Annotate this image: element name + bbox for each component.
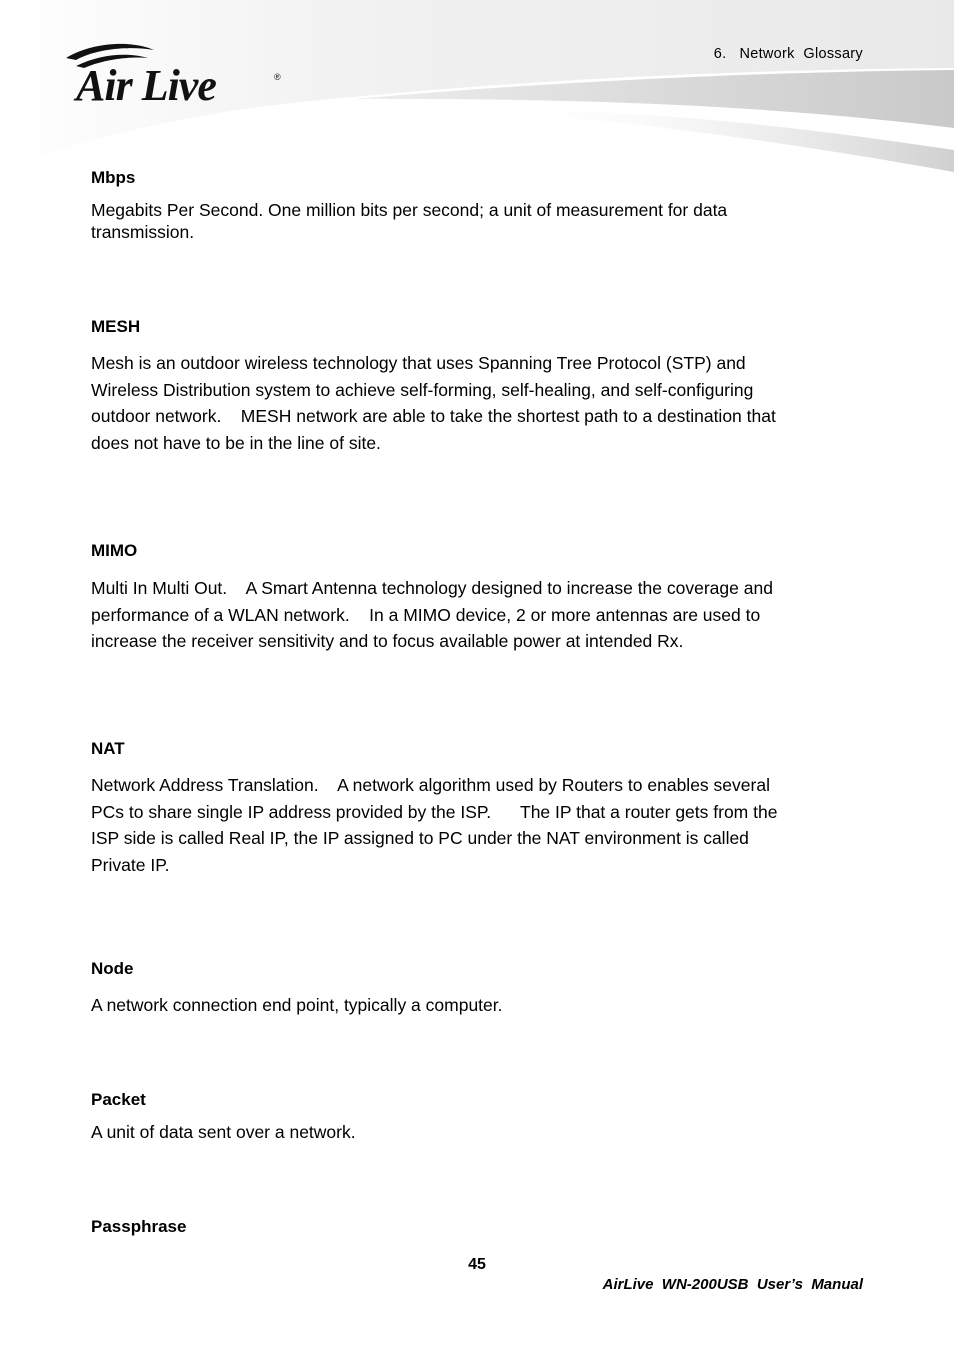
term-node: Node — [91, 959, 134, 978]
definition-node: A network connection end point, typically a computer. — [91, 995, 503, 1015]
term-mimo: MIMO — [91, 541, 138, 560]
term-packet: Packet — [91, 1090, 146, 1109]
definition-mbps: Megabits Per Second. One million bits per second; a unit of measurement for data transmission. — [91, 200, 728, 242]
definition-packet: A unit of data sent over a network. — [91, 1122, 356, 1142]
definition-nat: Network Address Translation. A network algorithm used by Routers to enables several PCs to share single IP address provided by the ISP. The IP that a router gets from the ISP side is called Real IP, the IP assigned to PC under the NAT environment is called Private IP. — [91, 775, 778, 875]
chapter-label: 6. Network Glossary — [713, 46, 863, 62]
manual-title: AirLive WN-200USB User’s Manual — [602, 1276, 863, 1293]
definition-mesh: Mesh is an outdoor wireless technology that uses Spanning Tree Protocol (STP) and Wireless Distribution system to achieve self-forming, self-healing, and self-configuring outdoor network. MESH network are able to take the shortest path to a destination that does not have to be in the line of site. — [91, 353, 776, 453]
term-mesh: MESH — [91, 317, 141, 336]
page-number: 45 — [468, 1256, 486, 1273]
registered-mark: ® — [274, 72, 281, 82]
airlive-logo — [62, 40, 292, 106]
term-mbps: Mbps — [91, 168, 136, 187]
logo-text: Air Live — [76, 61, 216, 106]
term-nat: NAT — [91, 739, 125, 758]
svg-text:Air Live — [73, 61, 216, 106]
term-passphrase: Passphrase — [91, 1217, 187, 1236]
svg-text:® — [274, 72, 281, 82]
definition-mimo: Multi In Multi Out. A Smart Antenna technology designed to increase the coverage and performance of a WLAN network. In a MIMO device, 2 or more antennas are used to increase the receiver sensitivity and to focus available power at intended Rx. — [91, 578, 773, 651]
